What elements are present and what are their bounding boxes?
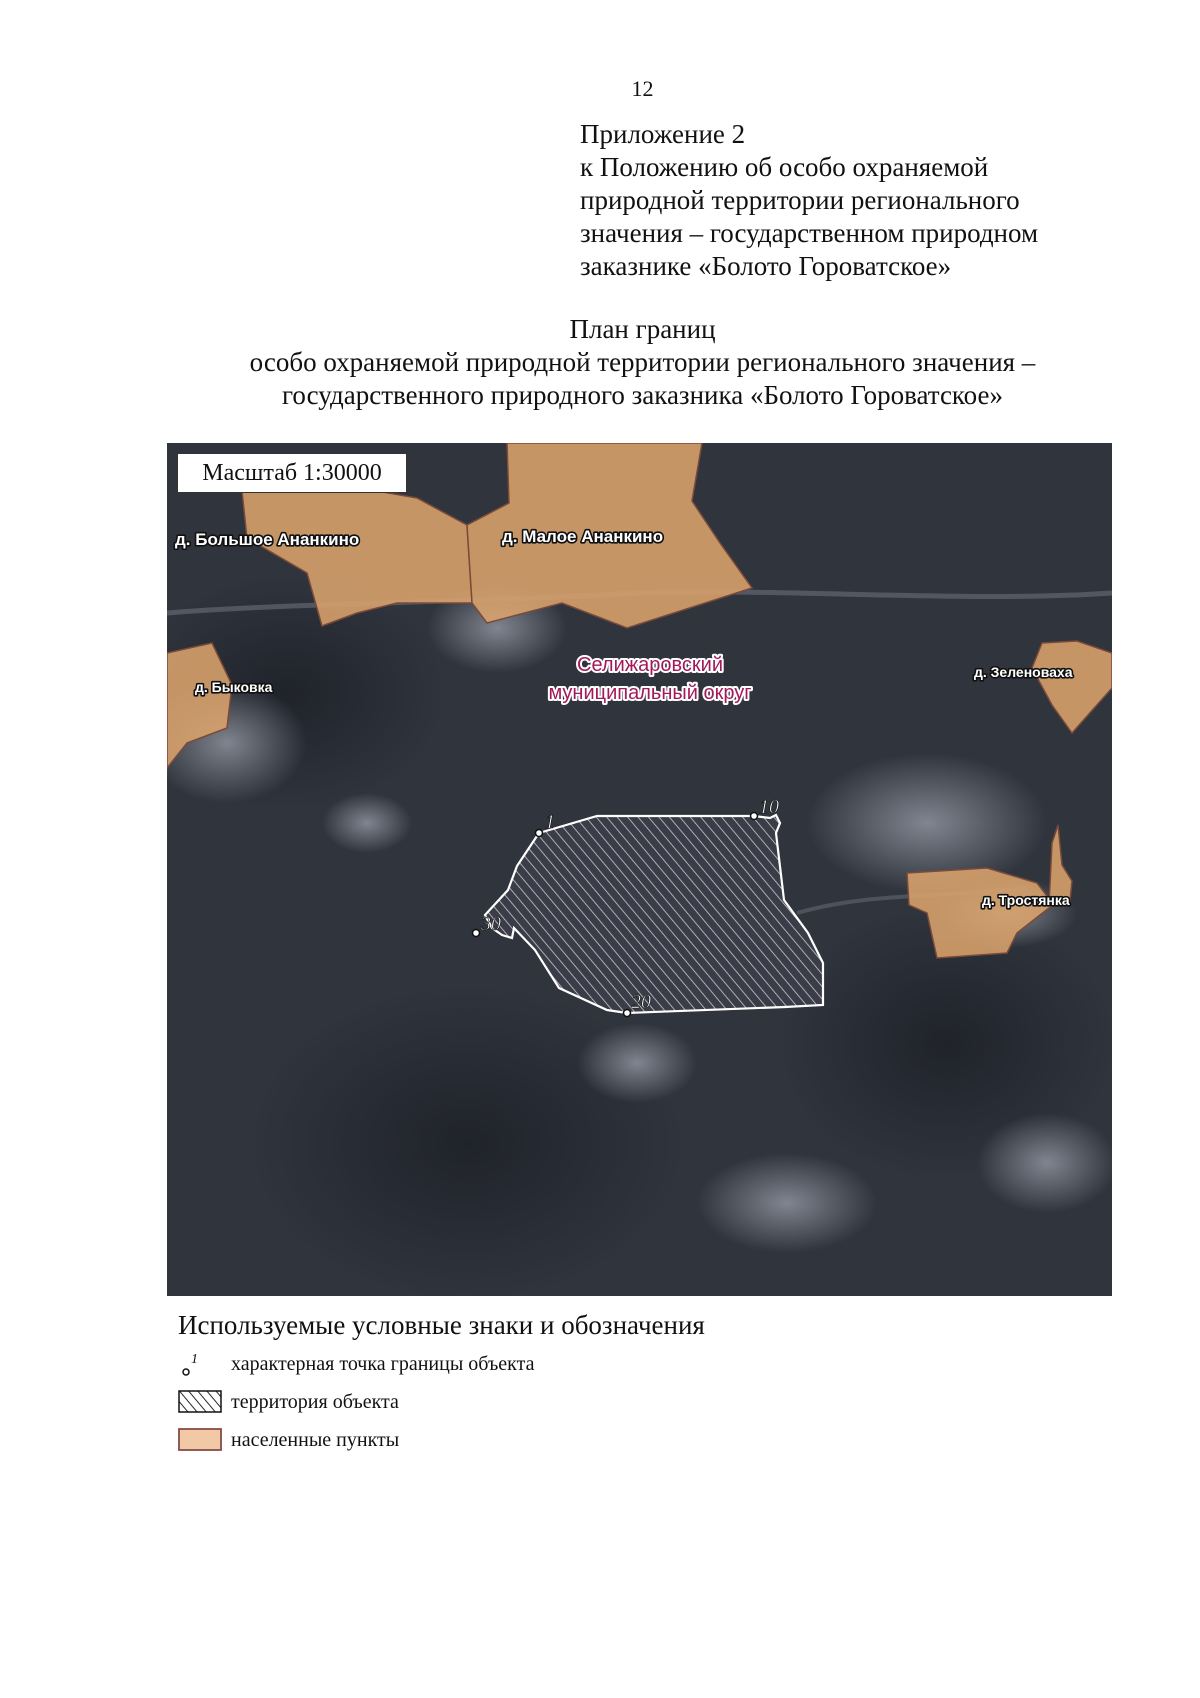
object-territory[interactable] <box>485 815 823 1013</box>
appendix-line: природной территории регионального <box>580 185 1020 215</box>
settlement-swatch-icon <box>178 1428 222 1452</box>
plan-title-line: государственного природного заказника «Болото Гороватское» <box>282 380 1003 410</box>
plan-title-line: План границ <box>569 314 716 344</box>
map[interactable] <box>167 443 1112 1296</box>
legend-item-label: характерная точка границы объекта <box>231 1353 535 1375</box>
appendix-heading <box>580 118 1038 283</box>
boundary-point-20[interactable] <box>624 1010 631 1017</box>
legend-item-label: территория объекта <box>231 1391 399 1413</box>
legend-title: Используемые условные знаки и обозначения <box>178 1310 705 1340</box>
appendix-line: значения – государственном природном <box>580 218 1039 248</box>
label-bolshoe-anankino: д. Большое Ананкино <box>175 530 360 549</box>
boundary-point-label: 10 <box>759 796 779 818</box>
boundary-point-1[interactable] <box>536 830 543 837</box>
label-bykovka: д. Быковка <box>195 679 273 695</box>
appendix-line: к Положению об особо охраняемой <box>580 152 989 182</box>
scale-label: Масштаб 1:30000 <box>177 453 407 493</box>
page-number: 12 <box>631 76 654 101</box>
boundary-point-label: 1 <box>545 811 555 833</box>
district-label-line-2: муниципальный округ <box>548 682 752 704</box>
label-zelenovakha: д. Зеленоваха <box>974 664 1073 680</box>
settlement-zelenovakha[interactable] <box>1032 641 1112 733</box>
label-maloe-anankino: д. Малое Ананкино <box>502 527 664 546</box>
legend-item-label: населенные пункты <box>231 1429 400 1451</box>
boundary-point-icon <box>178 1352 222 1376</box>
boundary-point-icon-label: 1 <box>191 1352 198 1367</box>
legend <box>178 1310 705 1451</box>
appendix-line: заказнике «Болото Горoватское» <box>580 251 952 281</box>
boundary-point-label: 20 <box>631 991 651 1013</box>
label-trostyanka: д. Тростянка <box>982 892 1070 908</box>
district-label-line-1: Селижаровский <box>577 654 723 676</box>
boundary-point-10[interactable] <box>751 813 758 820</box>
satellite-map <box>167 443 1112 1296</box>
boundary-point-label: 30 <box>481 913 501 935</box>
hatched-area-icon <box>178 1390 222 1414</box>
appendix-line: Приложение 2 <box>580 119 746 149</box>
plan-title <box>0 313 1200 412</box>
boundary-point-30[interactable] <box>473 930 480 937</box>
plan-title-line: особо охраняемой природной территории регионального значения – <box>249 347 1036 377</box>
